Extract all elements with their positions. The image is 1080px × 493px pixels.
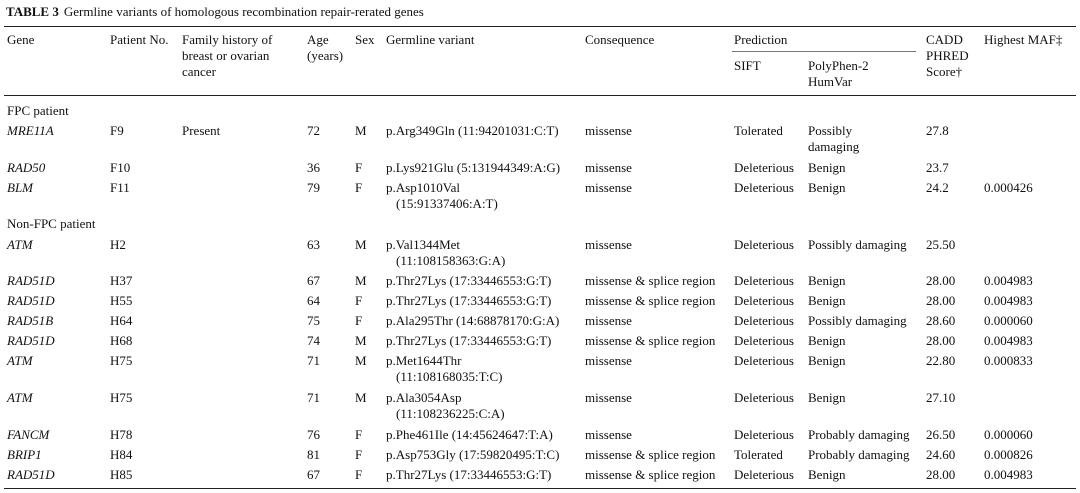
cell-gene: BLM bbox=[7, 180, 33, 195]
cell-polyphen: Benign bbox=[808, 273, 846, 288]
cell-patient: H75 bbox=[110, 390, 133, 405]
cell-sift: Tolerated bbox=[734, 123, 783, 138]
cell-polyphen: Benign bbox=[808, 293, 846, 308]
cell-variant: p.Thr27Lys (17:33446553:G:T) bbox=[386, 293, 552, 308]
cell-sift: Deleterious bbox=[734, 427, 794, 442]
cell-age: 67 bbox=[307, 467, 320, 482]
cell-consequence: missense bbox=[585, 427, 632, 442]
header-age-line1: Age bbox=[307, 32, 329, 47]
cell-consequence: missense & splice region bbox=[585, 333, 716, 348]
cell-variant: p.Phe461Ile (14:45624647:T:A) bbox=[386, 427, 553, 442]
cell-polyphen: Probably damaging bbox=[808, 447, 910, 462]
cell-sex: M bbox=[355, 353, 367, 368]
cell-age: 75 bbox=[307, 313, 320, 328]
cell-age: 36 bbox=[307, 160, 320, 175]
cell-patient: H37 bbox=[110, 273, 133, 288]
cell-gene: FANCM bbox=[7, 427, 50, 442]
cell-maf: 0.004983 bbox=[984, 333, 1033, 348]
cell-sex: F bbox=[355, 160, 363, 175]
cell-variant: p.Ala3054Asp bbox=[386, 390, 462, 405]
cell-sex: F bbox=[355, 447, 363, 462]
cell-patient: F11 bbox=[110, 180, 130, 195]
cell-variant: p.Ala295Thr (14:68878170:G:A) bbox=[386, 313, 560, 328]
cell-sift: Deleterious bbox=[734, 313, 794, 328]
cell-sift: Deleterious bbox=[734, 273, 794, 288]
cell-consequence: missense & splice region bbox=[585, 467, 716, 482]
cell-age: 71 bbox=[307, 353, 320, 368]
cell-gene: RAD51D bbox=[7, 467, 55, 482]
cell-variant: p.Met1644Thr bbox=[386, 353, 462, 368]
cell-sift: Deleterious bbox=[734, 160, 794, 175]
cell-gene: BRIP1 bbox=[7, 447, 42, 462]
cell-sift: Deleterious bbox=[734, 467, 794, 482]
cell-maf: 0.004983 bbox=[984, 467, 1033, 482]
header-cadd-line3: Score† bbox=[926, 64, 963, 79]
cell-polyphen: Possibly bbox=[808, 123, 853, 138]
cell-patient: F9 bbox=[110, 123, 124, 138]
prediction-rule bbox=[732, 51, 916, 52]
cell-age: 63 bbox=[307, 237, 320, 252]
cell-sift: Deleterious bbox=[734, 390, 794, 405]
cell-sift: Deleterious bbox=[734, 293, 794, 308]
cell-variant: p.Asp753Gly (17:59820495:T:C) bbox=[386, 447, 560, 462]
cell-gene: RAD51D bbox=[7, 293, 55, 308]
cell-polyphen: Probably damaging bbox=[808, 427, 910, 442]
cell-cadd: 28.60 bbox=[926, 313, 956, 328]
cell-gene: ATM bbox=[7, 353, 33, 368]
cell-cadd: 25.50 bbox=[926, 237, 956, 252]
cell-consequence: missense & splice region bbox=[585, 273, 716, 288]
top-rule bbox=[4, 26, 1076, 27]
header-highest-maf: Highest MAF‡ bbox=[984, 32, 1063, 47]
cell-cadd: 24.2 bbox=[926, 180, 949, 195]
cell-sex: M bbox=[355, 237, 367, 252]
cell-sex: F bbox=[355, 427, 363, 442]
cell-gene: RAD51D bbox=[7, 333, 55, 348]
cell-consequence: missense bbox=[585, 237, 632, 252]
cell-maf: 0.000826 bbox=[984, 447, 1033, 462]
cell-patient: H75 bbox=[110, 353, 133, 368]
cell-cadd: 28.00 bbox=[926, 467, 956, 482]
group-title-non-fpc: Non-FPC patient bbox=[7, 216, 96, 231]
cell-cadd: 22.80 bbox=[926, 353, 956, 368]
header-age-line2: (years) bbox=[307, 48, 344, 63]
cell-cadd: 28.00 bbox=[926, 293, 956, 308]
cell-age: 81 bbox=[307, 447, 320, 462]
cell-variant-line2: (11:108236225:C:A) bbox=[396, 406, 505, 421]
cell-polyphen: Benign bbox=[808, 180, 846, 195]
cell-consequence: missense & splice region bbox=[585, 293, 716, 308]
group-title-fpc: FPC patient bbox=[7, 103, 69, 118]
cell-sex: F bbox=[355, 180, 363, 195]
table-label: TABLE 3 bbox=[6, 4, 59, 19]
table-title: Germline variants of homologous recombination repair-rerated genes bbox=[63, 4, 424, 19]
header-consequence: Consequence bbox=[585, 32, 655, 47]
table-caption bbox=[6, 4, 424, 20]
cell-gene: RAD51D bbox=[7, 273, 55, 288]
cell-sex: M bbox=[355, 273, 367, 288]
header-cadd-line1: CADD bbox=[926, 32, 963, 47]
cell-cadd: 28.00 bbox=[926, 333, 956, 348]
cell-consequence: missense & splice region bbox=[585, 447, 716, 462]
cell-age: 76 bbox=[307, 427, 320, 442]
cell-cadd: 23.7 bbox=[926, 160, 949, 175]
cell-patient: H85 bbox=[110, 467, 133, 482]
cell-sex: M bbox=[355, 390, 367, 405]
header-bottom-rule bbox=[4, 95, 1076, 96]
cell-patient: H78 bbox=[110, 427, 133, 442]
cell-cadd: 27.10 bbox=[926, 390, 956, 405]
cell-sex: F bbox=[355, 313, 363, 328]
cell-patient: H68 bbox=[110, 333, 133, 348]
cell-gene: ATM bbox=[7, 237, 33, 252]
cell-consequence: missense bbox=[585, 180, 632, 195]
cell-polyphen: Benign bbox=[808, 333, 846, 348]
cell-maf: 0.000060 bbox=[984, 427, 1033, 442]
cell-maf: 0.000833 bbox=[984, 353, 1033, 368]
header-gene: Gene bbox=[7, 32, 35, 47]
cell-consequence: missense bbox=[585, 390, 632, 405]
cell-age: 67 bbox=[307, 273, 320, 288]
cell-variant-line2: (15:91337406:A:T) bbox=[396, 196, 498, 211]
cell-family: Present bbox=[182, 123, 221, 138]
header-polyphen-line1: PolyPhen-2 bbox=[808, 58, 869, 73]
cell-sift: Deleterious bbox=[734, 353, 794, 368]
cell-polyphen: Benign bbox=[808, 160, 846, 175]
cell-consequence: missense bbox=[585, 160, 632, 175]
header-family-history-line3: cancer bbox=[182, 64, 216, 79]
cell-sift: Deleterious bbox=[734, 333, 794, 348]
cell-consequence: missense bbox=[585, 353, 632, 368]
cell-patient: H2 bbox=[110, 237, 126, 252]
cell-variant-line2: (11:108158363:G:A) bbox=[396, 253, 506, 268]
header-family-history-line2: breast or ovarian bbox=[182, 48, 270, 63]
cell-polyphen: Benign bbox=[808, 353, 846, 368]
header-prediction: Prediction bbox=[734, 32, 788, 47]
cell-sex: F bbox=[355, 467, 363, 482]
cell-sift: Tolerated bbox=[734, 447, 783, 462]
cell-gene: MRE11A bbox=[7, 123, 54, 138]
cell-polyphen: Benign bbox=[808, 390, 846, 405]
header-patient-no: Patient No. bbox=[110, 32, 169, 47]
cell-variant: p.Thr27Lys (17:33446553:G:T) bbox=[386, 467, 552, 482]
header-polyphen-line2: HumVar bbox=[808, 74, 853, 89]
cell-age: 79 bbox=[307, 180, 320, 195]
bottom-rule bbox=[4, 488, 1076, 489]
cell-variant: p.Arg349Gln (11:94201031:C:T) bbox=[386, 123, 559, 138]
cell-age: 71 bbox=[307, 390, 320, 405]
cell-variant: p.Thr27Lys (17:33446553:G:T) bbox=[386, 273, 552, 288]
cell-gene: RAD50 bbox=[7, 160, 46, 175]
cell-maf: 0.004983 bbox=[984, 293, 1033, 308]
cell-age: 64 bbox=[307, 293, 320, 308]
cell-variant: p.Asp1010Val bbox=[386, 180, 461, 195]
header-sex: Sex bbox=[355, 32, 375, 47]
cell-polyphen-line2: damaging bbox=[808, 139, 860, 154]
cell-polyphen: Possibly damaging bbox=[808, 313, 907, 328]
cell-sift: Deleterious bbox=[734, 180, 794, 195]
cell-patient: F10 bbox=[110, 160, 131, 175]
header-sift: SIFT bbox=[734, 58, 761, 73]
cell-consequence: missense bbox=[585, 123, 632, 138]
cell-polyphen: Benign bbox=[808, 467, 846, 482]
header-cadd-line2: PHRED bbox=[926, 48, 969, 63]
cell-patient: H64 bbox=[110, 313, 133, 328]
cell-variant: p.Lys921Glu (5:131944349:A:G) bbox=[386, 160, 561, 175]
cell-age: 72 bbox=[307, 123, 320, 138]
cell-maf: 0.000060 bbox=[984, 313, 1033, 328]
cell-cadd: 26.50 bbox=[926, 427, 956, 442]
cell-gene: RAD51B bbox=[7, 313, 54, 328]
cell-consequence: missense bbox=[585, 313, 632, 328]
cell-sex: M bbox=[355, 123, 367, 138]
cell-maf: 0.000426 bbox=[984, 180, 1033, 195]
cell-variant: p.Val1344Met bbox=[386, 237, 461, 252]
cell-maf: 0.004983 bbox=[984, 273, 1033, 288]
cell-sift: Deleterious bbox=[734, 237, 794, 252]
cell-cadd: 24.60 bbox=[926, 447, 956, 462]
header-family-history-line1: Family history of bbox=[182, 32, 273, 47]
cell-sex: F bbox=[355, 293, 363, 308]
cell-cadd: 27.8 bbox=[926, 123, 949, 138]
cell-gene: ATM bbox=[7, 390, 33, 405]
cell-patient: H55 bbox=[110, 293, 133, 308]
cell-sex: M bbox=[355, 333, 367, 348]
cell-variant: p.Thr27Lys (17:33446553:G:T) bbox=[386, 333, 552, 348]
cell-variant-line2: (11:108168035:T:C) bbox=[396, 369, 503, 384]
cell-age: 74 bbox=[307, 333, 320, 348]
cell-patient: H84 bbox=[110, 447, 133, 462]
cell-cadd: 28.00 bbox=[926, 273, 956, 288]
cell-polyphen: Possibly damaging bbox=[808, 237, 907, 252]
header-germline-variant: Germline variant bbox=[386, 32, 475, 47]
